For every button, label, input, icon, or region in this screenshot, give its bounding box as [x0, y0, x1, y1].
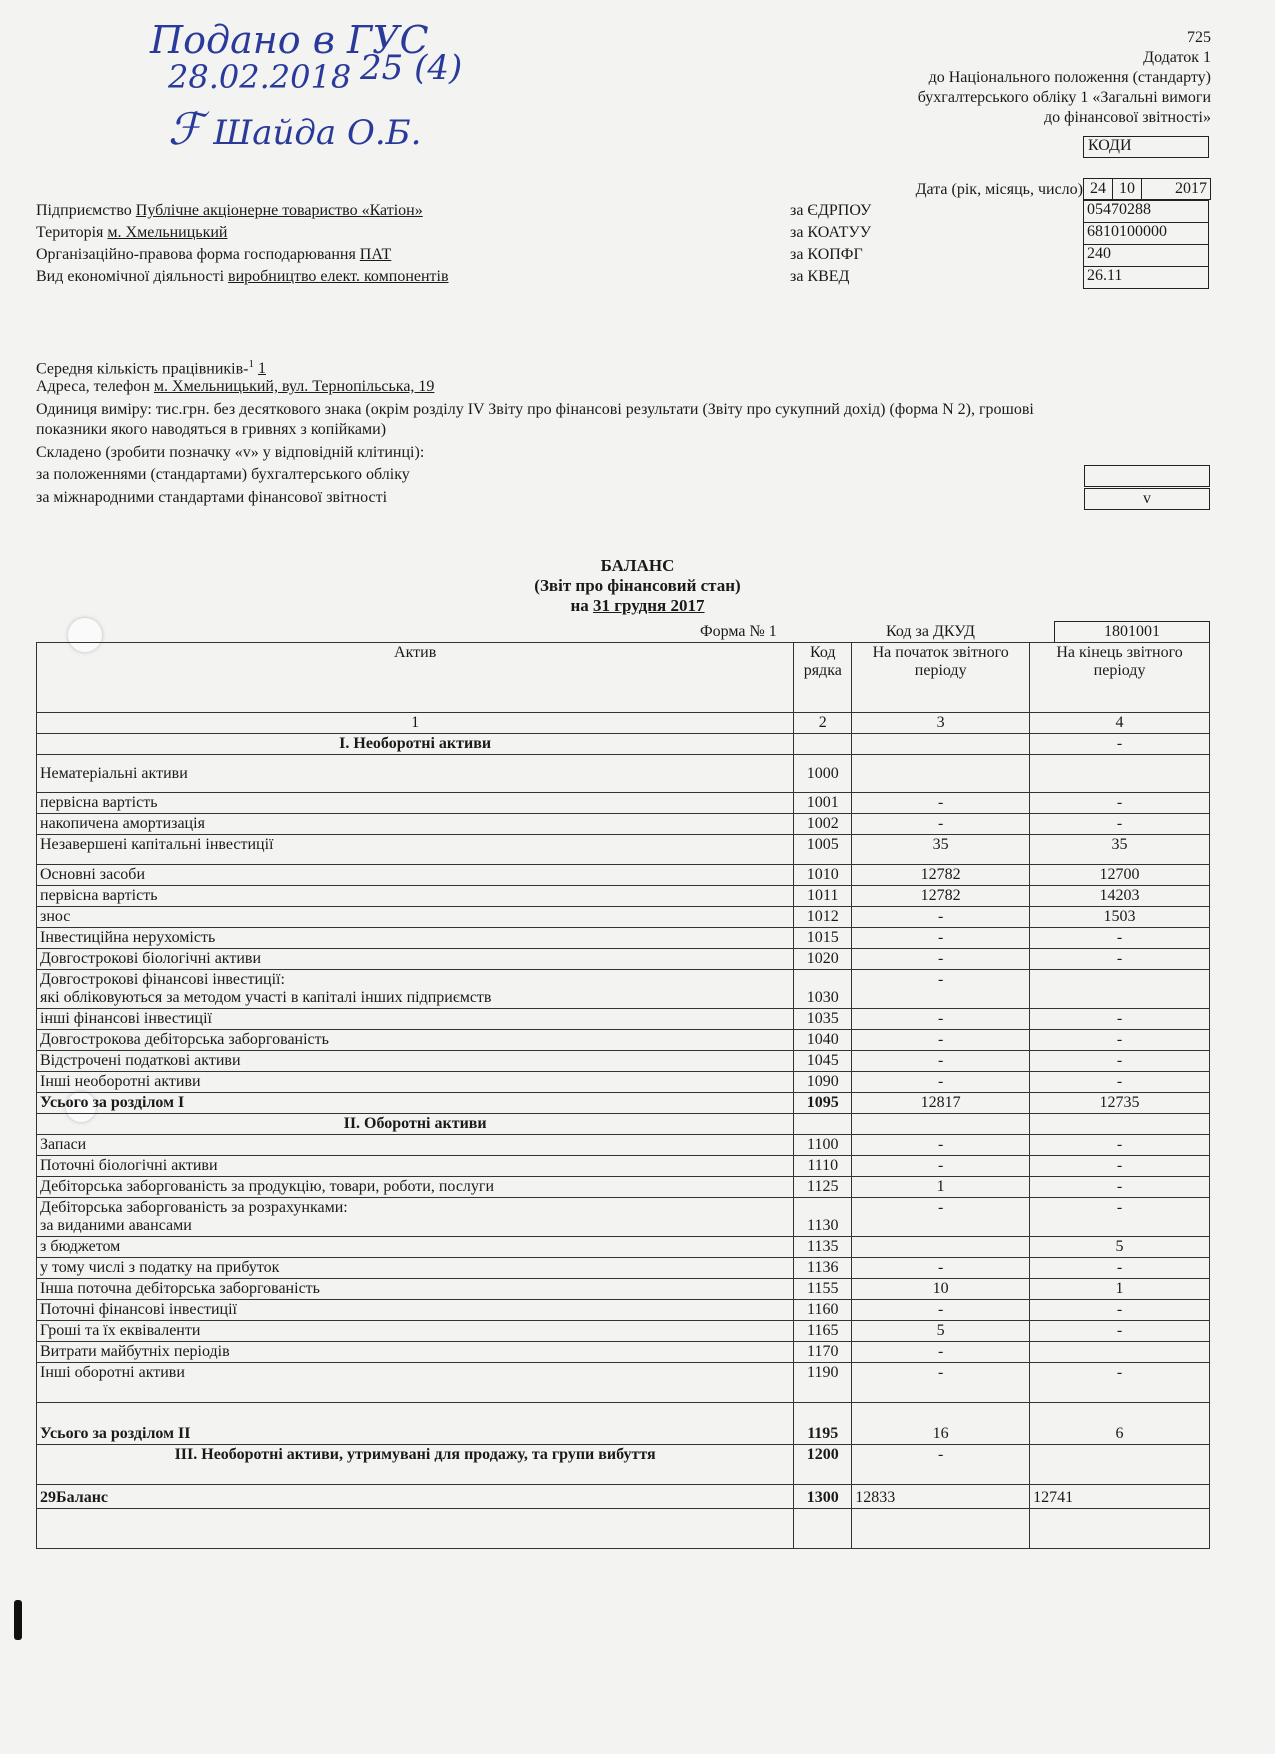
table-row — [37, 928, 1210, 949]
section3-row — [37, 1445, 1210, 1485]
row-end: - — [1030, 1051, 1210, 1072]
row-name-text: Відстрочені податкові активи — [40, 1052, 241, 1069]
row-code: 1011 — [794, 886, 852, 907]
org-form-row — [36, 245, 391, 265]
table-row — [37, 865, 1210, 886]
row-code: 1002 — [794, 814, 852, 835]
appendix-line: Додаток 1 — [1143, 49, 1211, 66]
address-label: Адреса, телефон — [36, 378, 150, 395]
row-code: 1035 — [794, 1009, 852, 1030]
title-sub: (Звіт про фінансовий стан) — [534, 576, 741, 595]
row-name-text: Інвестиційна нерухомість — [40, 929, 216, 946]
row-code: 1005 — [794, 835, 852, 865]
row-name — [37, 1177, 794, 1198]
dkud-value: 1801001 — [1054, 621, 1210, 643]
empty-cell — [1030, 1509, 1210, 1549]
row-start: - — [852, 970, 1030, 1009]
row-name-text: Довгострокові фінансові інвестиції: — [40, 971, 285, 988]
col-num: 1 — [37, 713, 794, 734]
row-name-text: Витрати майбутніх періодів — [40, 1343, 230, 1360]
row-start: - — [852, 793, 1030, 814]
kved-label: за КВЕД — [790, 268, 850, 285]
row-name-text: первісна вартість — [40, 794, 158, 811]
table-header-row — [37, 643, 1210, 713]
handwritten-signature — [168, 104, 421, 155]
column-number-row — [37, 713, 1210, 734]
empty-cell — [852, 1509, 1030, 1549]
row-start: - — [852, 1445, 1030, 1485]
title-date-prefix: на — [570, 596, 589, 615]
enterprise-label: Підприємство — [36, 202, 132, 219]
row-name-text: Дебіторська заборгованість за продукцію, товари, роботи, послуги — [40, 1178, 495, 1195]
row-name — [37, 1342, 794, 1363]
row-start: 12782 — [852, 886, 1030, 907]
row-end: - — [1030, 793, 1210, 814]
row-start: - — [852, 949, 1030, 970]
cell-end: - — [1030, 734, 1210, 755]
blank-row — [37, 1509, 1210, 1549]
row-start: - — [852, 1258, 1030, 1279]
date-day: 24 — [1084, 179, 1113, 200]
balance-row — [37, 1485, 1210, 1509]
row-end: - — [1030, 1258, 1210, 1279]
section-title: І. Необоротні активи — [37, 734, 794, 755]
row-code: 1155 — [794, 1279, 852, 1300]
row-end: 12700 — [1030, 865, 1210, 886]
table-row — [37, 1237, 1210, 1258]
row-code: 1200 — [794, 1445, 852, 1485]
row-start — [852, 1237, 1030, 1258]
row-name — [37, 970, 794, 1009]
row-name — [37, 1009, 794, 1030]
employees-label: Середня кількість працівників- — [36, 360, 249, 378]
col-num: 3 — [852, 713, 1030, 734]
row-end: 1 — [1030, 1279, 1210, 1300]
kved-value: 26.11 — [1083, 267, 1209, 289]
table-row — [37, 1030, 1210, 1051]
row-name — [37, 928, 794, 949]
enterprise-row — [36, 201, 423, 221]
row-start: 10 — [852, 1279, 1030, 1300]
balance-code: 1300 — [794, 1485, 852, 1509]
total-end: 12735 — [1030, 1093, 1210, 1114]
row-code: 1165 — [794, 1321, 852, 1342]
row-name-text: Гроші та їх еквіваленти — [40, 1322, 201, 1339]
edrpou-value: 05470288 — [1083, 200, 1209, 223]
row-start: - — [852, 1009, 1030, 1030]
row-name-text: Довгострокова дебіторська заборгованість — [40, 1031, 329, 1048]
row-end: - — [1030, 1321, 1210, 1342]
org-form-label: Організаційно-правова форма господарювання — [36, 246, 356, 263]
row-start: - — [852, 1198, 1030, 1237]
row-end — [1030, 755, 1210, 793]
handwritten-date: 28.02.2018 — [168, 58, 352, 96]
table-row — [37, 814, 1210, 835]
row-code: 1130 — [794, 1198, 852, 1237]
table-row — [37, 1300, 1210, 1321]
page-number: 725 — [1187, 29, 1211, 46]
row-start: - — [852, 907, 1030, 928]
territory-value: м. Хмельницький — [107, 224, 228, 241]
codes-box — [1083, 136, 1209, 180]
compiled-note: Складено (зробити позначку «v» у відповідній клітинці): — [36, 444, 425, 461]
title-date-value: 31 грудня 2017 — [593, 596, 705, 615]
national-standards-checkbox[interactable] — [1084, 465, 1210, 487]
signature-name: Шайда О.Б. — [213, 113, 422, 153]
row-end: - — [1030, 814, 1210, 835]
row-end — [1030, 970, 1210, 1009]
kopfg-label: за КОПФГ — [790, 246, 863, 263]
row-name-text: Поточні фінансові інвестиції — [40, 1301, 237, 1318]
row-start: 35 — [852, 835, 1030, 865]
table-row — [37, 1279, 1210, 1300]
section-title: III. Необоротні активи, утримувані для продажу, та групи вибуття — [37, 1445, 794, 1485]
binding-mark — [14, 1600, 22, 1640]
table-row — [37, 886, 1210, 907]
row-end: 5 — [1030, 1237, 1210, 1258]
row-name — [37, 886, 794, 907]
row-end: - — [1030, 1300, 1210, 1321]
row-name — [37, 1072, 794, 1093]
table-row — [37, 1363, 1210, 1403]
appendix-line: до Національного положення (стандарту) — [928, 69, 1211, 86]
footnote-mark: 1 — [248, 358, 254, 370]
row-end: - — [1030, 1177, 1210, 1198]
row-start: - — [852, 1030, 1030, 1051]
row-name — [37, 835, 794, 865]
balance-table — [36, 642, 1210, 1549]
activity-row — [36, 267, 449, 287]
table-row — [37, 1009, 1210, 1030]
empty-cell — [794, 1509, 852, 1549]
koatuu-label: за КОАТУУ — [790, 224, 872, 241]
empty-cell — [37, 1509, 794, 1549]
form-number: Форма № 1 — [700, 623, 777, 640]
table-row — [37, 970, 1210, 1009]
row-code: 1015 — [794, 928, 852, 949]
row-name-text: з бюджетом — [40, 1238, 121, 1255]
total-start: 16 — [852, 1403, 1030, 1445]
appendix-line: бухгалтерського обліку 1 «Загальні вимоги — [917, 89, 1211, 106]
activity-label: Вид економічної діяльності — [36, 268, 225, 285]
section1-rows — [37, 755, 1210, 1093]
table-row — [37, 949, 1210, 970]
row-code: 1100 — [794, 1135, 852, 1156]
unit-line-2: показники якого наводяться в гривнях з копійками) — [36, 421, 387, 438]
row-name — [37, 1237, 794, 1258]
handwritten-submitted: Подано в ГУС — [150, 18, 429, 62]
row-start: - — [852, 1300, 1030, 1321]
date-month: 10 — [1113, 179, 1142, 200]
row-code: 1030 — [794, 970, 852, 1009]
title-main: БАЛАНС — [600, 556, 675, 575]
row-name-sub: за виданими авансами — [40, 1217, 192, 1234]
row-code: 1135 — [794, 1237, 852, 1258]
row-start: - — [852, 814, 1030, 835]
empty-cell — [794, 1114, 852, 1135]
table-row — [37, 1342, 1210, 1363]
row-name-text: інші фінансові інвестиції — [40, 1010, 212, 1027]
row-code: 1000 — [794, 755, 852, 793]
section2-rows — [37, 1135, 1210, 1403]
row-name-text: Запаси — [40, 1136, 87, 1153]
table-row — [37, 1177, 1210, 1198]
total-code: 1095 — [794, 1093, 852, 1114]
empty-cell — [852, 1114, 1030, 1135]
row-end: - — [1030, 928, 1210, 949]
title-date — [0, 596, 1275, 616]
date-year: 2017 — [1142, 179, 1211, 200]
row-code: 1090 — [794, 1072, 852, 1093]
row-name — [37, 1321, 794, 1342]
territory-label: Територія — [36, 224, 104, 241]
row-name-text: Інші оборотні активи — [40, 1364, 185, 1381]
koatuu-value: 6810100000 — [1083, 223, 1209, 245]
signature-scribble: ℱ — [168, 104, 203, 155]
row-name-text: Інші необоротні активи — [40, 1073, 201, 1090]
date-cells — [1083, 178, 1211, 200]
row-start: - — [852, 928, 1030, 949]
row-name — [37, 949, 794, 970]
table-row — [37, 1156, 1210, 1177]
row-end: - — [1030, 949, 1210, 970]
row-end: 35 — [1030, 835, 1210, 865]
enterprise-value: Публічне акціонерне товариство «Катіон» — [135, 202, 423, 219]
table-row — [37, 1198, 1210, 1237]
row-name-text: у тому числі з податку на прибуток — [40, 1259, 280, 1276]
total-row — [37, 1403, 1210, 1445]
national-standards-label: за положеннями (стандартами) бухгалтерського обліку — [36, 466, 410, 483]
handwritten-number: 25 (4) — [360, 48, 463, 88]
row-end: - — [1030, 1009, 1210, 1030]
row-end: - — [1030, 1363, 1210, 1403]
row-name — [37, 1051, 794, 1072]
section-title: II. Оборотні активи — [37, 1114, 794, 1135]
row-name — [37, 1363, 794, 1403]
unit-line: Одиниця виміру: тис.грн. без десяткового знака (окрім розділу IV Звіту про фінансові результати (Звіту про сукупний дохід) (форма N 2), грошові — [36, 401, 1034, 418]
appendix-note — [918, 48, 1211, 128]
table-row — [37, 1051, 1210, 1072]
row-name — [37, 1300, 794, 1321]
row-name-text: первісна вартість — [40, 887, 158, 904]
address-value: м. Хмельницький, вул. Тернопільська, 19 — [153, 378, 435, 395]
empty-cell — [794, 734, 852, 755]
row-name-text: Інша поточна дебіторська заборгованість — [40, 1280, 320, 1297]
row-name — [37, 793, 794, 814]
row-name — [37, 1279, 794, 1300]
row-name-sub: які обліковуються за методом участі в капіталі інших підприємств — [40, 989, 492, 1006]
total-code: 1195 — [794, 1403, 852, 1445]
table-row — [37, 835, 1210, 865]
row-name-text: знос — [40, 908, 71, 925]
balance-end: 12741 — [1030, 1485, 1210, 1509]
table-row — [37, 1321, 1210, 1342]
row-name — [37, 755, 794, 793]
col-num: 2 — [794, 713, 852, 734]
employees-row — [36, 354, 302, 379]
row-end: - — [1030, 1030, 1210, 1051]
date-label: Дата (рік, місяць, число) — [915, 181, 1083, 198]
row-name — [37, 1258, 794, 1279]
row-name — [37, 865, 794, 886]
table-row — [37, 1072, 1210, 1093]
row-name-text: Нематеріальні активи — [40, 764, 188, 782]
row-code: 1040 — [794, 1030, 852, 1051]
row-name-text: Незавершені капітальні інвестиції — [40, 836, 274, 853]
row-code: 1170 — [794, 1342, 852, 1363]
header-start: На початок звітного періоду — [852, 643, 1030, 713]
balance-start: 12833 — [852, 1485, 1030, 1509]
row-name — [37, 814, 794, 835]
row-name-text: Довгострокові біологічні активи — [40, 950, 262, 967]
header-asset: Актив — [37, 643, 794, 713]
table-row — [37, 793, 1210, 814]
row-code: 1001 — [794, 793, 852, 814]
col-num: 4 — [1030, 713, 1210, 734]
balance-label: 29Баланс — [37, 1485, 794, 1509]
row-end — [1030, 1445, 1210, 1485]
row-code: 1125 — [794, 1177, 852, 1198]
row-name — [37, 1135, 794, 1156]
row-start: 5 — [852, 1321, 1030, 1342]
row-end — [1030, 1342, 1210, 1363]
row-name — [37, 1030, 794, 1051]
total-label: Усього за розділом II — [37, 1403, 794, 1445]
row-start — [852, 755, 1030, 793]
employees-value: 1 — [257, 360, 266, 378]
row-start: - — [852, 1135, 1030, 1156]
edrpou-label: за ЄДРПОУ — [790, 202, 872, 219]
row-start: - — [852, 1342, 1030, 1363]
document-title — [0, 556, 1275, 616]
row-end: - — [1030, 1156, 1210, 1177]
ifrs-label: за міжнародними стандартами фінансової звітності — [36, 489, 388, 506]
row-code: 1136 — [794, 1258, 852, 1279]
section-row — [37, 1114, 1210, 1135]
empty-cell — [1030, 1114, 1210, 1135]
row-end: - — [1030, 1072, 1210, 1093]
row-start: - — [852, 1051, 1030, 1072]
code-values — [1083, 200, 1209, 289]
address-row — [36, 377, 434, 397]
table-row — [37, 907, 1210, 928]
row-end: - — [1030, 1198, 1210, 1237]
row-name-text: Дебіторська заборгованість за розрахунками: — [40, 1199, 348, 1216]
row-name — [37, 907, 794, 928]
appendix-line: до фінансової звітності» — [1044, 109, 1211, 126]
section-row — [37, 734, 1210, 755]
row-code: 1020 — [794, 949, 852, 970]
row-start: - — [852, 1072, 1030, 1093]
row-code: 1110 — [794, 1156, 852, 1177]
ifrs-checkbox[interactable]: v — [1084, 488, 1210, 510]
row-start: - — [852, 1363, 1030, 1403]
dkud-label: Код за ДКУД — [886, 623, 975, 640]
row-code: 1010 — [794, 865, 852, 886]
row-start: - — [852, 1156, 1030, 1177]
row-start: 1 — [852, 1177, 1030, 1198]
table-row — [37, 1135, 1210, 1156]
row-start: 12782 — [852, 865, 1030, 886]
row-end: 14203 — [1030, 886, 1210, 907]
header-code: Код рядка — [794, 643, 852, 713]
row-code: 1160 — [794, 1300, 852, 1321]
territory-row — [36, 223, 228, 243]
total-label: Усього за розділом I — [37, 1093, 794, 1114]
row-end: - — [1030, 1135, 1210, 1156]
row-code: 1045 — [794, 1051, 852, 1072]
row-name-text: Поточні біологічні активи — [40, 1157, 218, 1174]
row-code: 1190 — [794, 1363, 852, 1403]
row-name — [37, 1156, 794, 1177]
total-start: 12817 — [852, 1093, 1030, 1114]
total-end: 6 — [1030, 1403, 1210, 1445]
row-name — [37, 1198, 794, 1237]
empty-cell — [852, 734, 1030, 755]
row-code: 1012 — [794, 907, 852, 928]
org-form-value: ПАТ — [359, 246, 392, 263]
row-name-text: накопичена амортизація — [40, 815, 205, 832]
row-end: 1503 — [1030, 907, 1210, 928]
table-row — [37, 755, 1210, 793]
row-name-text: Основні засоби — [40, 866, 146, 883]
header-end: На кінець звітного періоду — [1030, 643, 1210, 713]
kopfg-value: 240 — [1083, 245, 1209, 267]
total-row — [37, 1093, 1210, 1114]
codes-label: КОДИ — [1083, 136, 1209, 158]
table-row — [37, 1258, 1210, 1279]
activity-value: виробництво елект. компонентів — [228, 268, 449, 285]
